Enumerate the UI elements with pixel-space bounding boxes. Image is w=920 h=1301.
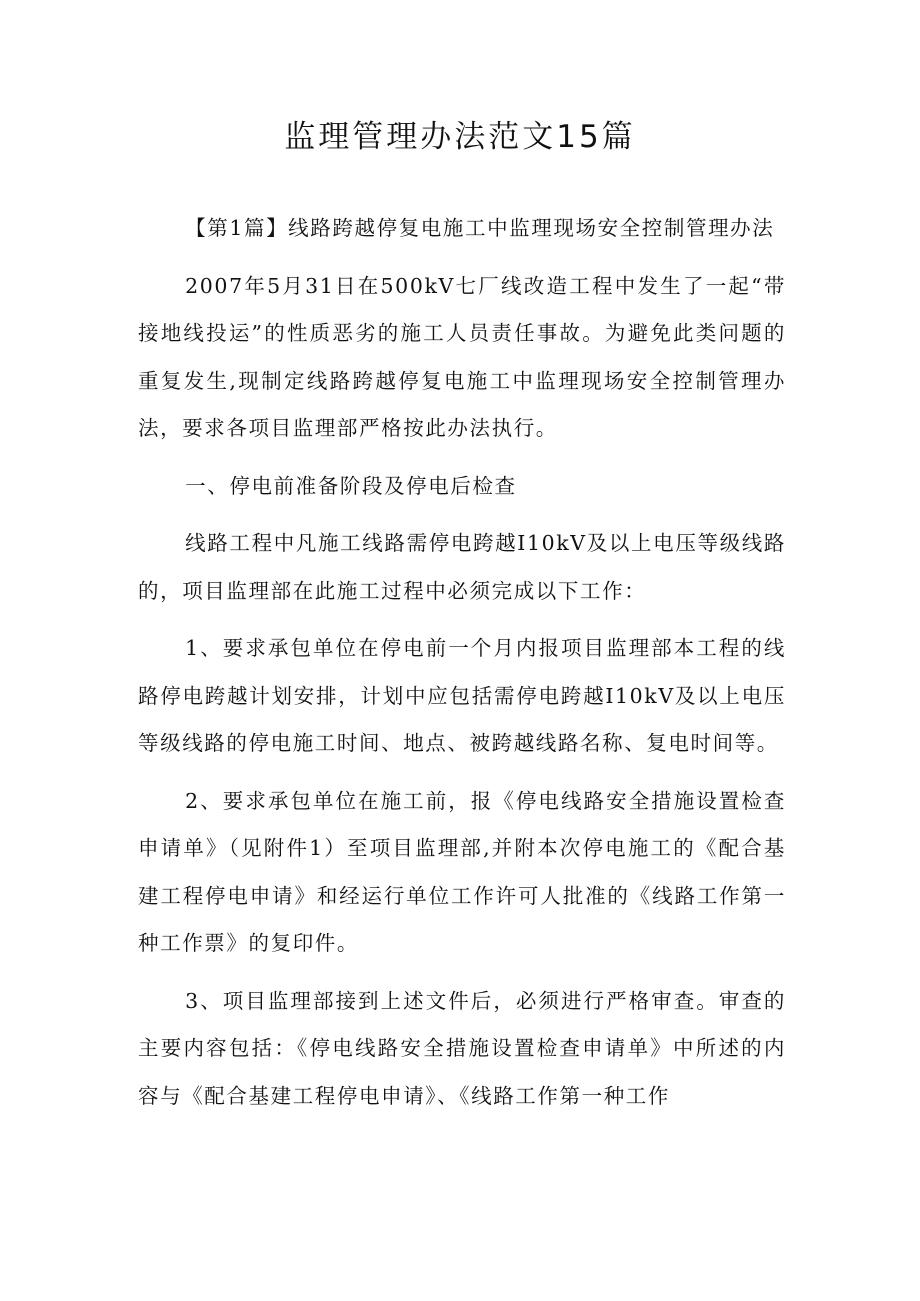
document-title: 监理管理办法范文15篇 [284, 119, 636, 155]
subsection-heading: 一、停电前准备阶段及停电后检查 [185, 473, 517, 498]
document-body [138, 205, 786, 1130]
list-item-2: 2、要求承包单位在施工前，报《停电线路安全措施设置检查申请单》（见附件1）至项目监理部,并附本次停电施工的《配合基建工程停电申请》和经运行单位工作许可人批准的《线路工作第一种工作票》的复印件。 [138, 788, 786, 955]
list-item-1: 1、要求承包单位在停电前一个月内报项目监理部本工程的线路停电跨越计划安排，计划中应包括需停电跨越I10kV及以上电压等级线路的停电施工时间、地点、被跨越线路名称、复电时间等。 [138, 636, 786, 755]
list-item-3: 3、项目监理部接到上述文件后，必须进行严格审查。审查的主要内容包括：《停电线路安全措施设置检查申请单》中所述的内容与《配合基建工程停电申请》、《线路工作第一种工作 [138, 988, 786, 1108]
section-heading-1: 【第1篇】线路跨越停复电施工中监理现场安全控制管理办法 [185, 216, 775, 240]
body-paragraph: 线路工程中凡施工线路需停电跨越I10kV及以上电压等级线路的，项目监理部在此施工过程中必须完成以下工作： [138, 531, 786, 603]
body-paragraph: 2007年5月31日在500kV七厂线改造工程中发生了一起“带接地线投运”的性质恶劣的施工人员责任事故。为避免此类问题的重复发生,现制定线路跨越停复电施工中监理现场安全控制管理办法，要求各项目监理部严格按此办法执行。 [138, 273, 786, 440]
